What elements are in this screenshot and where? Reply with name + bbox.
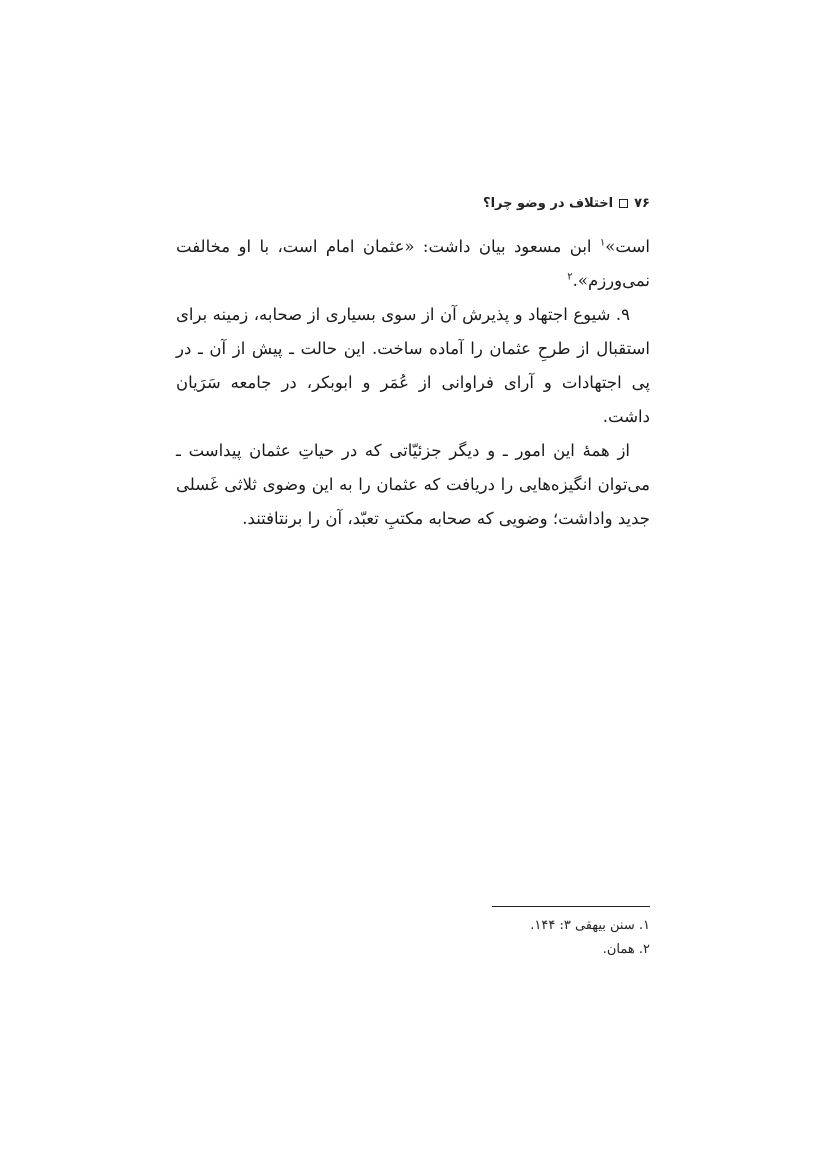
paragraph-2: ۹. شیوع اجتهاد و پذیرش آن از سوی بسیاری از صحابه، زمینه برای استقبال از طرحِ عثمان را آماده ساخت. این حالت ـ پیش از آن ـ در پی اجتهادات و آرای فراوانی از عُمَر و ابوبکر، در جامعه سَرَیان داشت.: [176, 305, 650, 426]
square-outline-icon: [619, 199, 628, 208]
paragraph-1-start: است»: [605, 237, 650, 256]
footnote-ref-1: ۱: [599, 237, 606, 249]
book-title: اختلاف در وضو چرا؟: [483, 196, 614, 211]
footnote-1: ۱. سنن بیهقی ۳: ۱۴۴.: [530, 918, 650, 933]
paragraph-3: از همهٔ این امور ـ و دیگر جزئیّاتی که در حیاتِ عثمان پیداست ـ می‌توان انگیزه‌هایی را دریافت که عثمان را به این وضوی ثلاثی غَسلی جدید واداشت؛ وضویی که صحابه مکتبِ تعبّد، آن را برنتافتند.: [176, 441, 650, 528]
footnotes: [176, 914, 650, 962]
page-number: ۷۶: [634, 196, 650, 211]
footnote-2: ۲. همان.: [602, 942, 650, 957]
body-text: [176, 230, 650, 536]
footnote-ref-2: ۲: [567, 271, 573, 283]
running-head: [176, 196, 650, 211]
footnote-divider: [492, 906, 650, 907]
paragraph-1-text: ابن مسعود بیان داشت: «عثمان امام است، با او مخالفت نمی‌ورزم».: [176, 237, 650, 290]
paragraph-1: [176, 230, 650, 298]
